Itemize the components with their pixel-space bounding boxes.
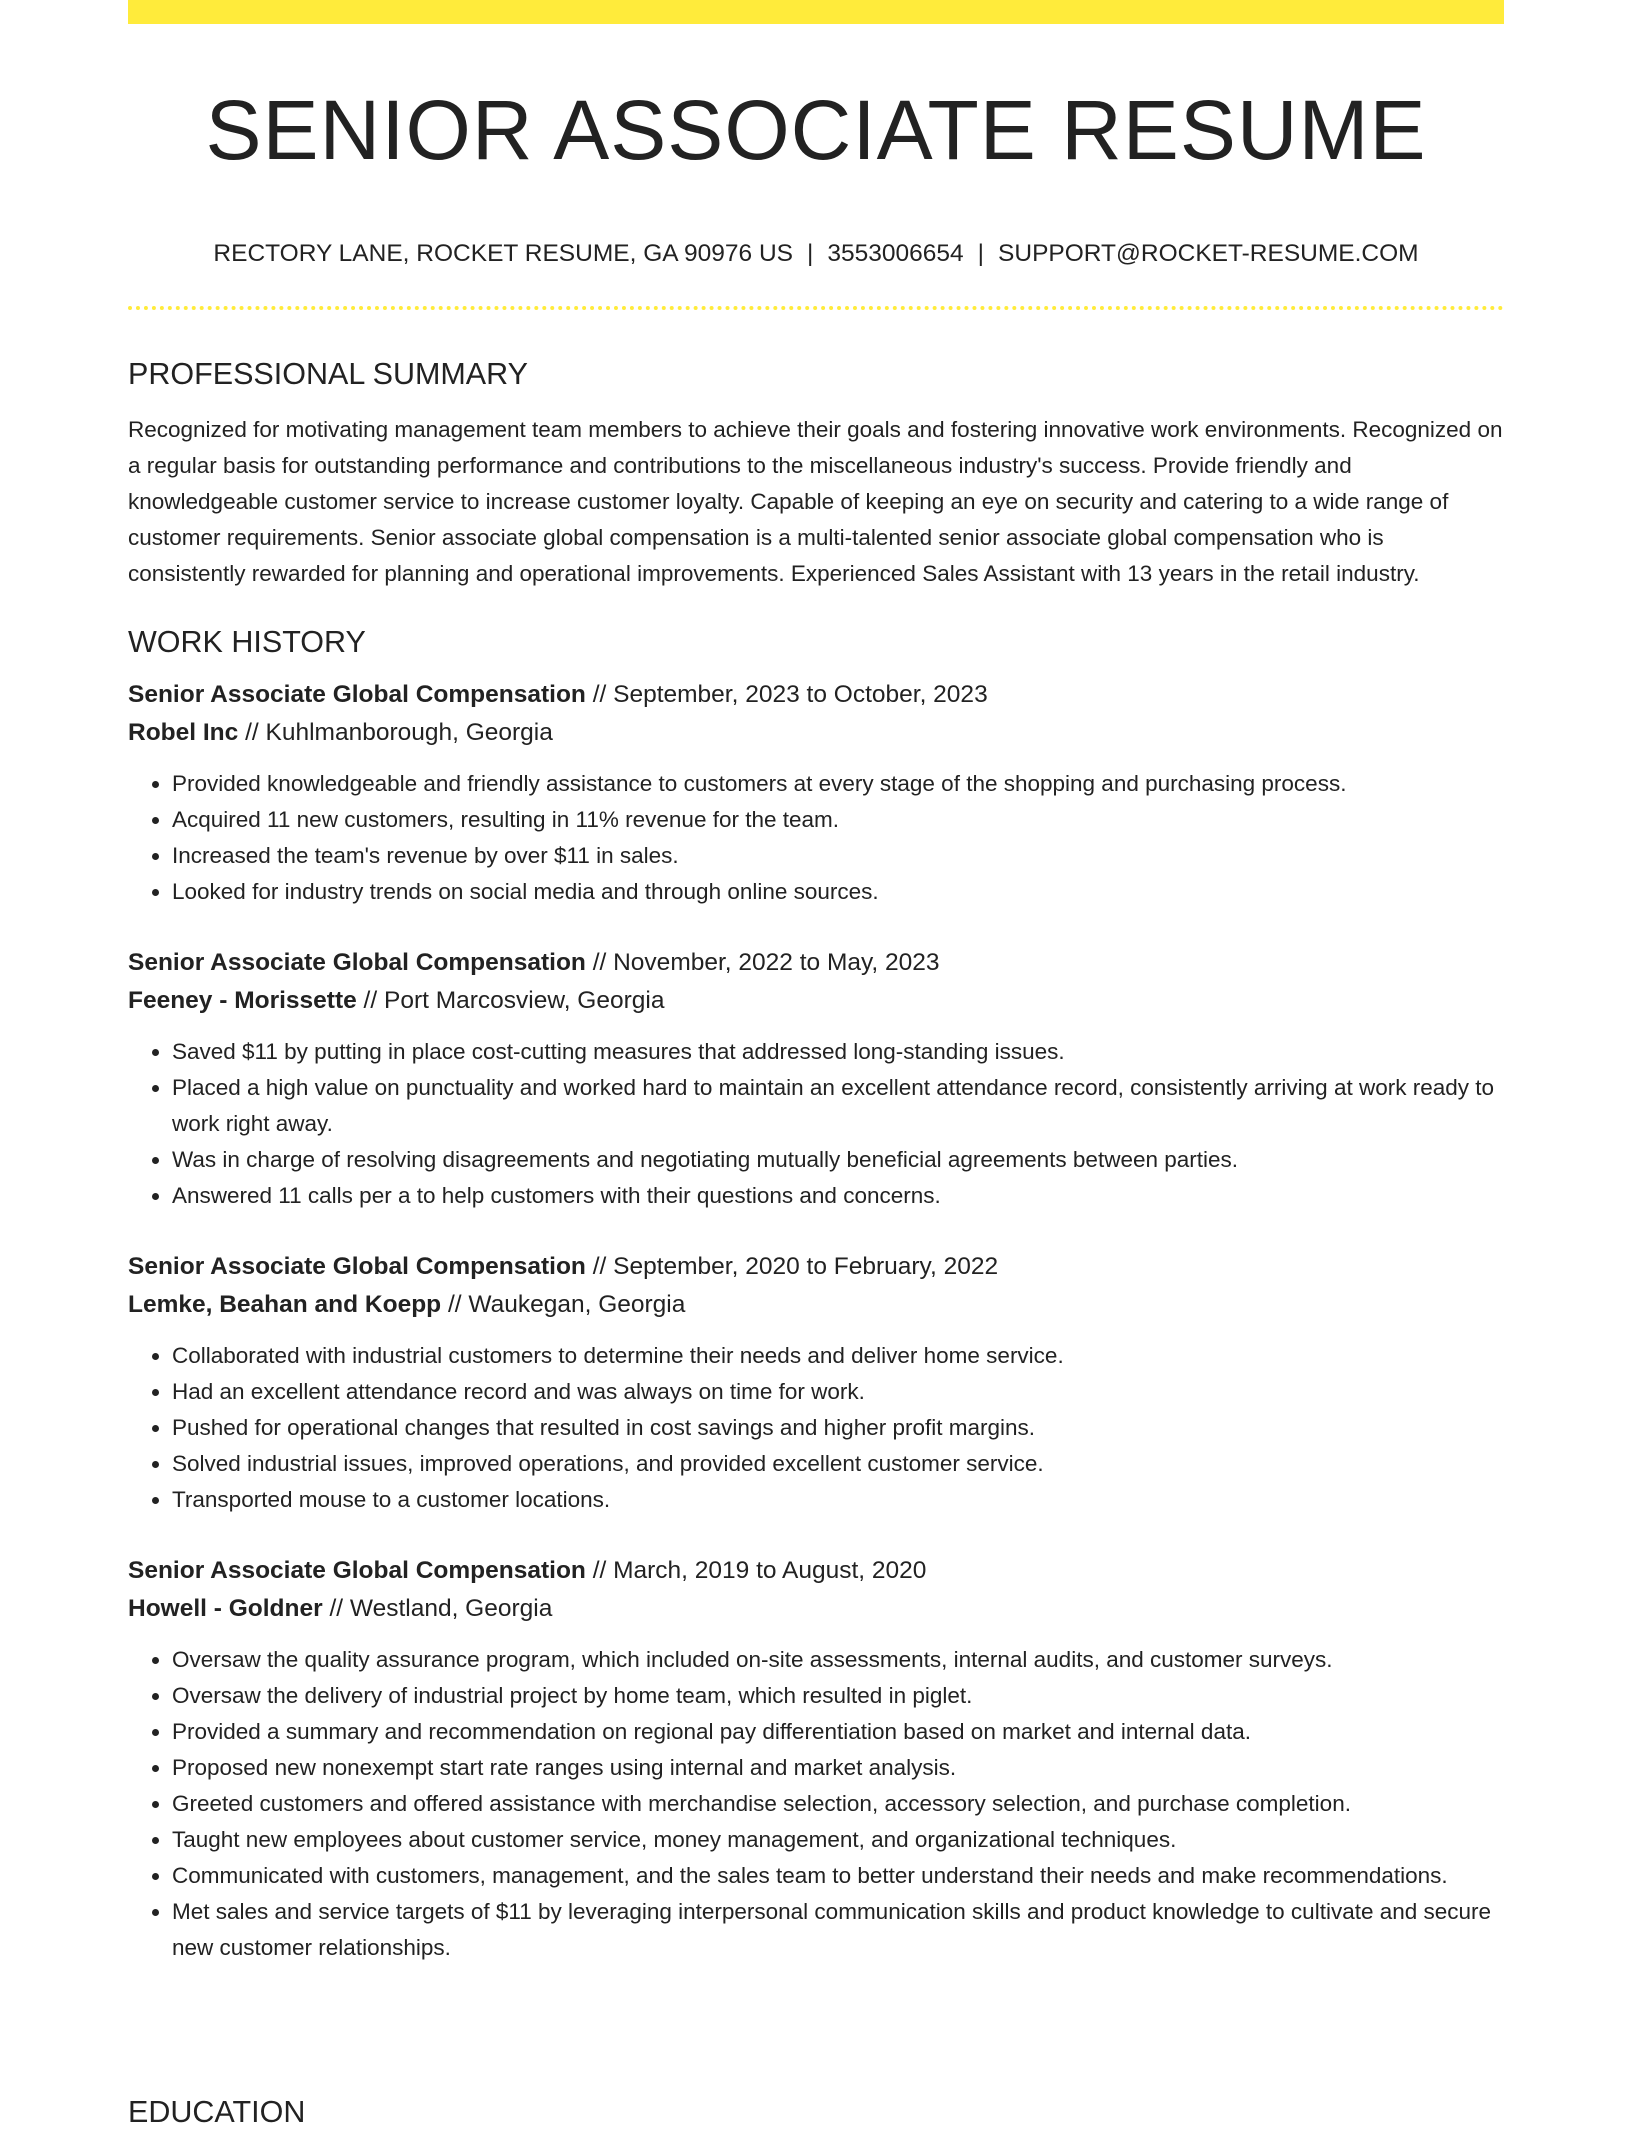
bullet-item: • Acquired 11 new customers, resulting in 11% revenue for the team.: [172, 802, 1504, 838]
job-location: // Waukegan, Georgia: [441, 1291, 686, 1318]
job-dates: // March, 2019 to August, 2020: [585, 1557, 927, 1584]
company-name: Robel Inc: [128, 719, 239, 746]
job-dates: // September, 2020 to February, 2022: [585, 1253, 999, 1280]
job-entry: [128, 676, 1504, 910]
job-title: Senior Associate Global Compensation: [128, 1557, 586, 1584]
job-company-line: [128, 1590, 1504, 1628]
job-company-line: [128, 982, 1504, 1020]
job-dates: // November, 2022 to May, 2023: [585, 949, 940, 976]
resume-content: [128, 352, 1504, 1966]
job-bullets: [128, 1642, 1504, 1966]
bullet-item: • Solved industrial issues, improved operations, and provided excellent customer service.: [172, 1446, 1504, 1482]
job-title: Senior Associate Global Compensation: [128, 949, 586, 976]
bullet-item: • Taught new employees about customer service, money management, and organizational techniques.: [172, 1822, 1504, 1858]
bullet-item: • Transported mouse to a customer locations.: [172, 1482, 1504, 1518]
bullet-item: • Greeted customers and offered assistance with merchandise selection, accessory selection, and purchase completion.: [172, 1786, 1504, 1822]
work-history-heading: WORK HISTORY: [128, 625, 366, 659]
job-location: // Port Marcosview, Georgia: [356, 987, 665, 1014]
bullet-item: • Had an excellent attendance record and was always on time for work.: [172, 1374, 1504, 1410]
job-location: // Kuhlmanborough, Georgia: [238, 719, 553, 746]
bullet-item: • Was in charge of resolving disagreements and negotiating mutually beneficial agreements between parties.: [172, 1142, 1504, 1178]
bullet-item: • Placed a high value on punctuality and worked hard to maintain an excellent attendance record, consistently arriving at work ready to work right away.: [172, 1070, 1504, 1142]
bullet-item: • Oversaw the quality assurance program, which included on-site assessments, internal audits, and customer surveys.: [172, 1642, 1504, 1678]
job-title-line: [128, 944, 1504, 982]
job-entry: [128, 944, 1504, 1214]
summary-text: Recognized for motivating management team members to achieve their goals and fostering innovative work environments. Recognized on a regular basis for outstanding performance and contributions to the miscellaneous industry's success. Provide friendly and knowledgeable customer service to increase customer loyalty. Capable of keeping an eye on security and catering to a wide range of customer requirements. Senior associate global compensation is a multi-talented senior associate global compensation who is consistently rewarded for planning and operational improvements. Experienced Sales Assistant with 13 years in the retail industry.: [128, 417, 1503, 586]
bullet-item: • Pushed for operational changes that resulted in cost savings and higher profit margins.: [172, 1410, 1504, 1446]
bullet-item: • Met sales and service targets of $11 by leveraging interpersonal communication skills and product knowledge to cultivate and secure new customer relationships.: [172, 1894, 1504, 1966]
bullet-item: • Proposed new nonexempt start rate ranges using internal and market analysis.: [172, 1750, 1504, 1786]
bullet-item: • Communicated with customers, management, and the sales team to better understand their needs and make recommendations.: [172, 1858, 1504, 1894]
bullet-item: • Looked for industry trends on social media and through online sources.: [172, 874, 1504, 910]
job-title-line: [128, 676, 1504, 714]
email: SUPPORT@ROCKET-RESUME.COM: [998, 240, 1419, 267]
job-title: Senior Associate Global Compensation: [128, 1253, 586, 1280]
address: RECTORY LANE, ROCKET RESUME, GA 90976 US: [213, 240, 794, 267]
dotted-divider: [128, 306, 1504, 310]
resume-title: SENIOR ASSOCIATE RESUME: [205, 83, 1427, 177]
bullet-item: • Oversaw the delivery of industrial project by home team, which resulted in piglet.: [172, 1678, 1504, 1714]
job-company-line: [128, 1286, 1504, 1324]
job-title-line: [128, 1552, 1504, 1590]
bullet-item: • Collaborated with industrial customers to determine their needs and deliver home service.: [172, 1338, 1504, 1374]
bullet-item: • Answered 11 calls per a to help customers with their questions and concerns.: [172, 1178, 1504, 1214]
contact-line: [128, 236, 1504, 272]
accent-bar: [128, 0, 1504, 24]
bullet-item: • Saved $11 by putting in place cost-cutting measures that addressed long-standing issues.: [172, 1034, 1504, 1070]
job-entry: [128, 1552, 1504, 1966]
contact-separator: |: [807, 240, 814, 267]
job-bullets: [128, 1338, 1504, 1518]
company-name: Lemke, Beahan and Koepp: [128, 1291, 442, 1318]
bullet-item: • Provided knowledgeable and friendly assistance to customers at every stage of the shopping and purchasing process.: [172, 766, 1504, 802]
job-bullets: [128, 1034, 1504, 1214]
phone: 3553006654: [827, 240, 964, 267]
bullet-item: • Increased the team's revenue by over $11 in sales.: [172, 838, 1504, 874]
job-dates: // September, 2023 to October, 2023: [585, 681, 988, 708]
job-title-line: [128, 1248, 1504, 1286]
education-heading: EDUCATION: [128, 2095, 306, 2129]
company-name: Feeney - Morissette: [128, 987, 357, 1014]
job-entry: [128, 1248, 1504, 1518]
company-name: Howell - Goldner: [128, 1595, 323, 1622]
contact-separator: |: [977, 240, 985, 267]
bullet-item: • Provided a summary and recommendation on regional pay differentiation based on market and internal data.: [172, 1714, 1504, 1750]
job-location: // Westland, Georgia: [322, 1595, 553, 1622]
job-company-line: [128, 714, 1504, 752]
job-bullets: [128, 766, 1504, 910]
job-title: Senior Associate Global Compensation: [128, 681, 586, 708]
summary-heading: PROFESSIONAL SUMMARY: [128, 357, 528, 391]
